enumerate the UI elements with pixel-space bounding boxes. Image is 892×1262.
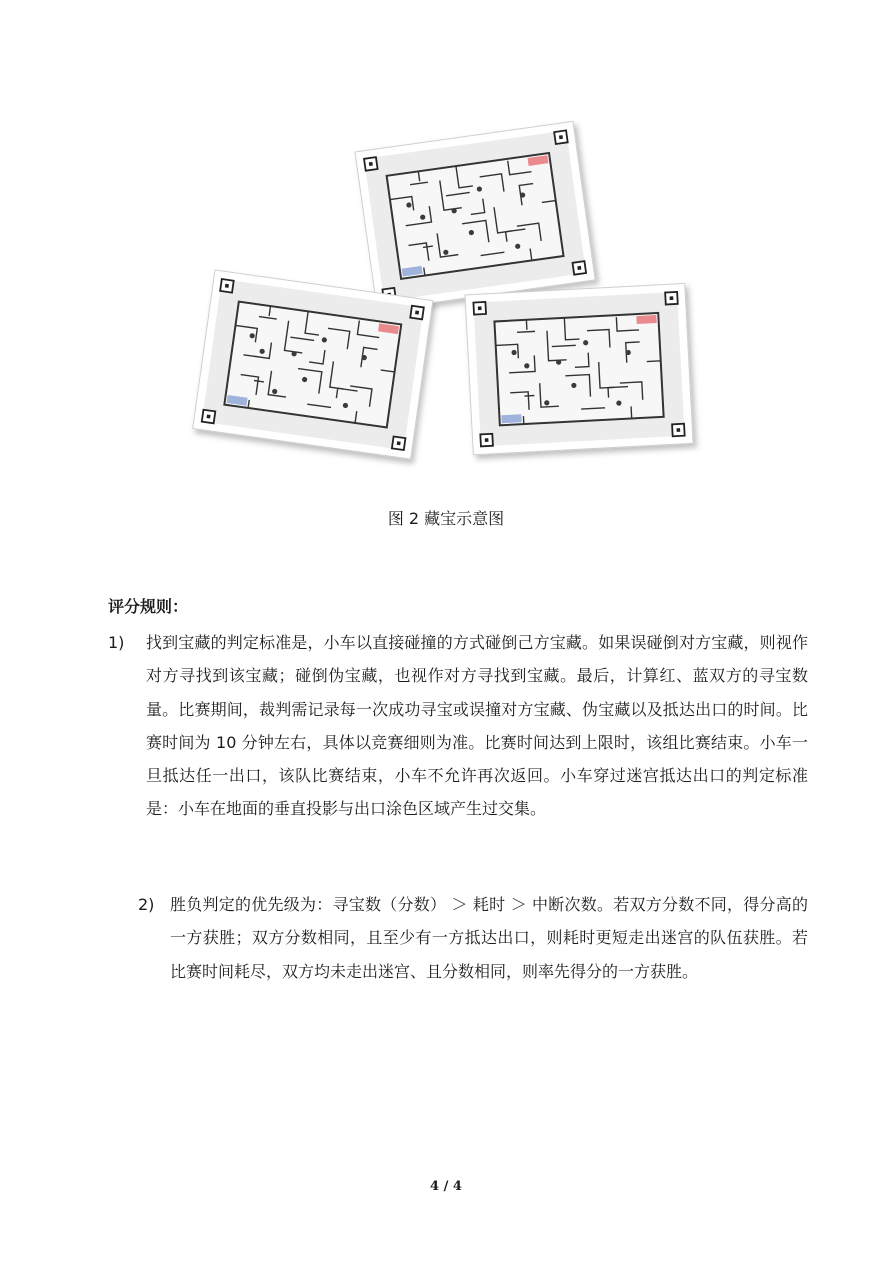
rule-item-2 — [138, 888, 808, 988]
rule-item-1 — [108, 626, 808, 826]
treasure-maze-figure — [185, 110, 705, 495]
page-number: 4 / 4 — [430, 1179, 462, 1194]
rule-item-1-number: 1) — [108, 633, 125, 652]
section-title: 评分规则： — [108, 597, 189, 616]
figure-caption: 图 2 藏宝示意图 — [387, 509, 505, 528]
maze-illustration — [185, 110, 705, 495]
rule-item-1-text: 找到宝藏的判定标准是，小车以直接碰撞的方式碰倒己方宝藏。如果误碰倒对方宝藏，则视作对方寻找到该宝藏；碰倒伪宝藏，也视作对方寻找到宝藏。最后，计算红、蓝双方的寻宝数量。比赛期间，裁判需记录每一次成功寻宝或误撞对方宝藏、伪宝藏以及抵达出口的时间。比赛时间为 10 分钟左右，具体以竞赛细则为准。比赛时间达到上限时，该组比赛结束。小车一旦抵达任一出口，该队比赛结束，小车不允许再次返回。小车穿过迷宫抵达出口的判定标准是：小车在地面的垂直投影与出口涂色区域产生过交集。 — [146, 633, 808, 819]
rule-item-2-text: 胜负判定的优先级为：寻宝数（分数） ＞ 耗时 ＞ 中断次数。若双方分数不同，得分高的一方获胜；双方分数相同，且至少有一方抵达出口，则耗时更短走出迷宫的队伍获胜。若比赛时间耗尽，双方均未走出迷宫、且分数相同，则率先得分的一方获胜。 — [170, 895, 808, 981]
rule-item-2-number: 2) — [138, 895, 155, 914]
maze-card-top — [355, 121, 595, 310]
maze-card-left — [193, 270, 433, 459]
maze-card-right — [465, 283, 693, 454]
